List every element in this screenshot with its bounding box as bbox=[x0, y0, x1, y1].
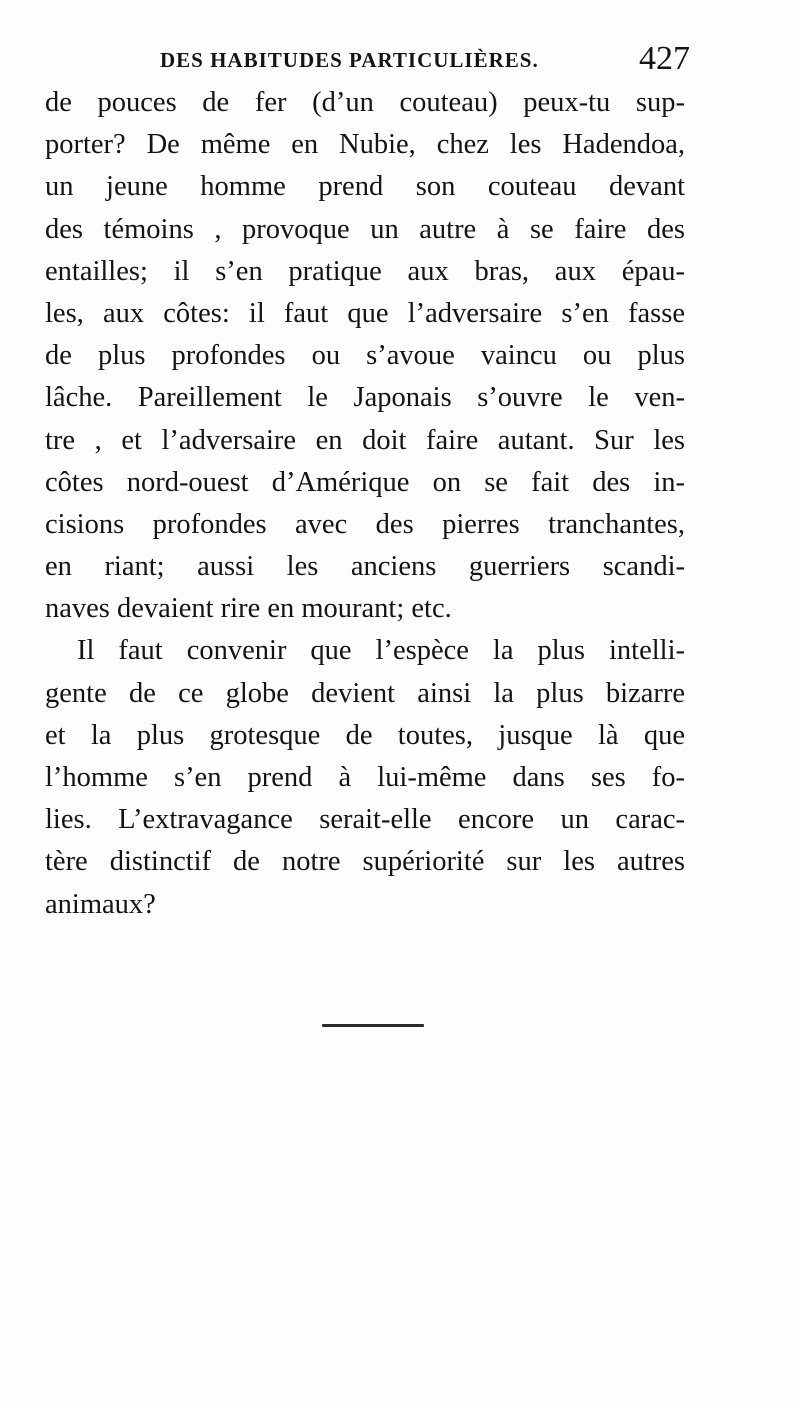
text-line: les, aux côtes: il faut que l’adversaire s’en fasse bbox=[45, 297, 685, 329]
text-line: de plus profondes ou s’avoue vaincu ou plus bbox=[45, 340, 685, 372]
running-head: DES HABITUDES PARTICULIÈRES. bbox=[160, 48, 539, 72]
text-line: et la plus grotesque de toutes, jusque là que bbox=[45, 719, 685, 751]
text-line: un jeune homme prend son couteau devant bbox=[45, 171, 685, 203]
text-line: gente de ce globe devient ainsi la plus bizarre bbox=[45, 677, 685, 709]
text-line: naves devaient rire en mourant; etc. bbox=[45, 593, 452, 625]
text-line: l’homme s’en prend à lui-même dans ses fo- bbox=[45, 762, 685, 793]
section-end-rule bbox=[322, 1024, 424, 1027]
text-line: lies. L’extravagance serait-elle encore un carac- bbox=[45, 804, 685, 836]
paragraph-1 bbox=[45, 82, 685, 630]
text-line: des témoins , provoque un autre à se faire des bbox=[45, 213, 685, 245]
text-line: porter? De même en Nubie, chez les Hadendoa, bbox=[45, 129, 685, 161]
page-number: 427 bbox=[639, 40, 690, 77]
text-line: tère distinctif de notre supériorité sur les autres bbox=[45, 846, 685, 878]
body-text bbox=[45, 82, 685, 926]
text-line: animaux? bbox=[45, 888, 156, 920]
text-line: en riant; aussi les anciens guerriers scandi- bbox=[45, 551, 685, 583]
text-line: Il faut convenir que l’espèce la plus intelli- bbox=[77, 635, 685, 667]
text-line: entailles; il s’en pratique aux bras, aux épau- bbox=[45, 255, 685, 287]
page-header bbox=[40, 42, 690, 82]
text-line: tre , et l’adversaire en doit faire autant. Sur les bbox=[45, 424, 685, 456]
paragraph-2 bbox=[45, 630, 685, 925]
text-line: cisions profondes avec des pierres tranchantes, bbox=[45, 508, 685, 540]
text-line: lâche. Pareillement le Japonais s’ouvre le ven- bbox=[45, 382, 685, 414]
text-line: côtes nord-ouest d’Amérique on se fait des in- bbox=[45, 466, 685, 498]
text-line: de pouces de fer (d’un couteau) peux-tu sup- bbox=[45, 87, 685, 118]
